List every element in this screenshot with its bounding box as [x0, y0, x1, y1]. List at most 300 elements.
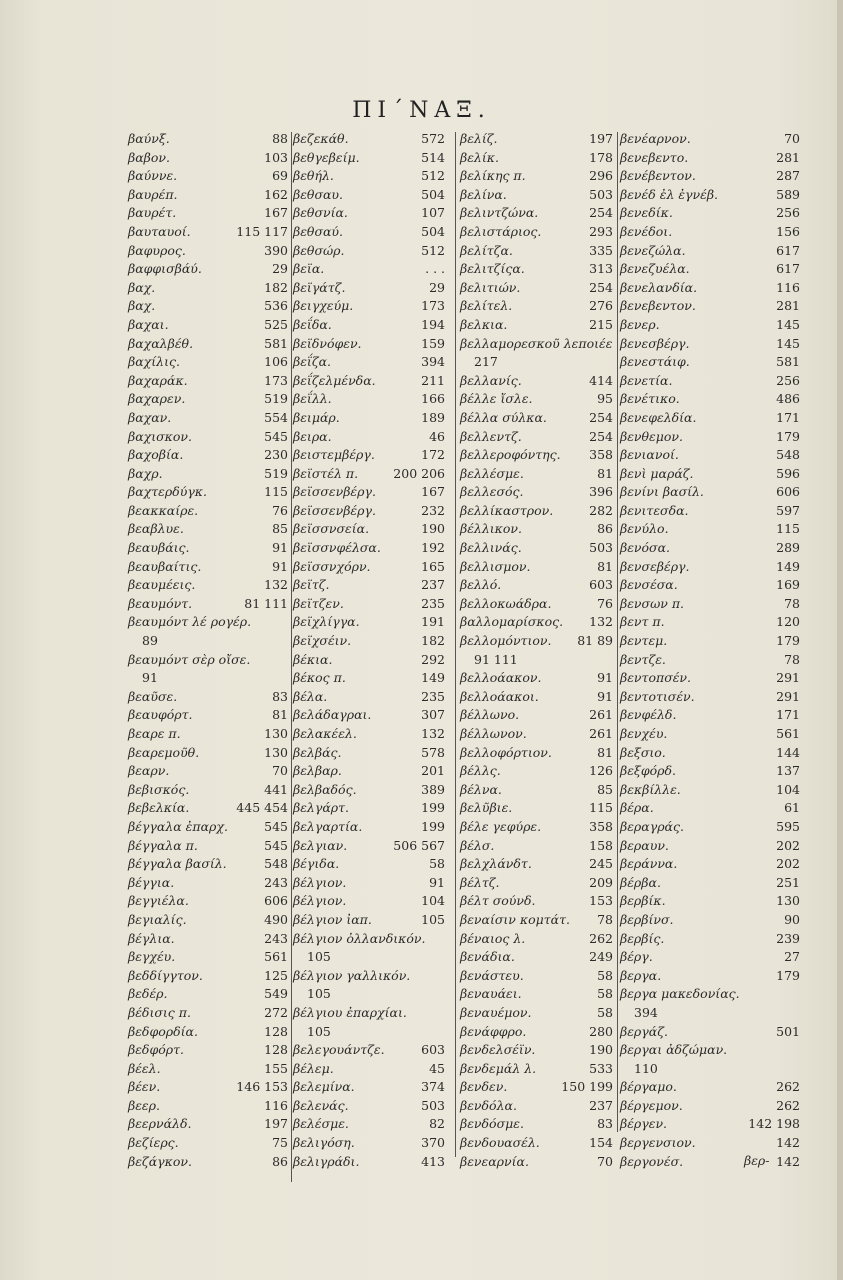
index-entry	[128, 930, 288, 949]
entry-pages: 116	[776, 279, 800, 295]
entry-term: βελλισμον.	[460, 558, 531, 574]
entry-pages: 374	[421, 1079, 445, 1095]
index-entry	[293, 260, 445, 279]
index-entry	[293, 390, 445, 409]
index-entry	[460, 967, 613, 986]
index-entry	[620, 744, 800, 763]
index-entry	[620, 651, 800, 670]
entry-pages: 503	[589, 540, 613, 556]
entry-term: βελίνα.	[460, 186, 507, 202]
entry-term: βελλεντζ.	[460, 428, 522, 444]
entry-term: βαλλομαρίσκος.	[460, 614, 564, 630]
entry-pages: 83	[272, 688, 288, 704]
entry-term: βεντεμ.	[620, 633, 668, 649]
entry-term: 91 111	[474, 651, 518, 667]
entry-term: βεαῦσε.	[128, 688, 178, 704]
entry-pages: 281	[776, 298, 800, 314]
entry-pages: 282	[589, 502, 613, 518]
index-entry	[460, 520, 613, 539]
index-entry	[620, 186, 800, 205]
entry-pages: 158	[589, 837, 613, 853]
entry-term: βελεμίνα.	[293, 1079, 355, 1095]
entry-term: βέλε γεφύρε.	[460, 818, 542, 834]
entry-pages: 533	[589, 1060, 613, 1076]
index-entry	[460, 242, 613, 261]
index-entry	[128, 948, 288, 967]
index-entry	[620, 335, 800, 354]
entry-term: βεζίερς.	[128, 1135, 179, 1151]
entry-pages: 209	[589, 874, 613, 890]
entry-term: βέλλικον.	[460, 521, 522, 537]
index-entry	[128, 520, 288, 539]
entry-term: βενέβεντον.	[620, 168, 696, 184]
entry-term: βαβον.	[128, 149, 170, 165]
entry-pages: 572	[421, 131, 445, 146]
entry-pages: 91	[272, 558, 288, 574]
column-rule	[291, 132, 292, 1182]
index-entry	[128, 558, 288, 577]
index-entry	[293, 558, 445, 577]
index-entry	[293, 242, 445, 261]
index-entry	[128, 335, 288, 354]
entry-term: βεθήλ.	[293, 168, 334, 184]
entry-pages: 58	[597, 967, 613, 983]
entry-pages: 289	[776, 540, 800, 556]
entry-term: βεδέρ.	[128, 986, 168, 1002]
entry-term: βεξσιο.	[620, 744, 666, 760]
index-entry	[620, 316, 800, 335]
index-entry	[460, 1004, 613, 1023]
entry-term: βεακκαίρε.	[128, 502, 199, 518]
entry-term: βαχαράκ.	[128, 372, 188, 388]
entry-pages: 115	[589, 800, 613, 816]
entry-pages: 506 567	[393, 837, 445, 853]
index-entry	[293, 948, 445, 967]
index-column-2	[293, 130, 445, 1171]
entry-term: βεναυάει.	[460, 986, 522, 1002]
index-entry	[293, 799, 445, 818]
entry-term: βελβάς.	[293, 744, 342, 760]
entry-pages: 251	[776, 874, 800, 890]
index-entry	[460, 837, 613, 856]
index-entry	[128, 260, 288, 279]
entry-term: βεϊγάτζ.	[293, 279, 346, 295]
entry-pages: 76	[272, 502, 288, 518]
index-entry	[293, 335, 445, 354]
entry-term: βέγιδα.	[293, 856, 340, 872]
index-entry	[460, 632, 613, 651]
index-entry	[620, 130, 800, 149]
entry-term: βεβισκός.	[128, 781, 190, 797]
index-entry	[460, 409, 613, 428]
index-entry	[620, 428, 800, 447]
entry-pages: 243	[264, 930, 288, 946]
index-entry	[460, 595, 613, 614]
index-entry	[460, 260, 613, 279]
entry-term: βενδόλα.	[460, 1097, 517, 1113]
entry-pages: 617	[776, 242, 800, 258]
entry-pages: 545	[264, 837, 288, 853]
index-entry	[128, 446, 288, 465]
entry-pages: 90	[784, 911, 800, 927]
entry-pages: 179	[776, 967, 800, 983]
entry-pages: 617	[776, 261, 800, 277]
index-entry	[293, 874, 445, 893]
index-entry	[460, 279, 613, 298]
index-entry	[128, 1115, 288, 1134]
index-entry	[128, 409, 288, 428]
entry-term: βεργα μακεδονίας.	[620, 986, 740, 1002]
entry-pages: 581	[264, 335, 288, 351]
entry-pages: 237	[589, 1097, 613, 1113]
entry-pages: 58	[429, 856, 445, 872]
entry-term: βεράννα.	[620, 856, 678, 872]
index-entry	[620, 1153, 800, 1172]
entry-term: βελλό.	[460, 577, 502, 593]
entry-pages: 561	[776, 726, 800, 741]
entry-pages: 83	[597, 1116, 613, 1132]
index-entry	[460, 948, 613, 967]
index-entry	[620, 223, 800, 242]
index-entry	[128, 744, 288, 763]
entry-pages: 137	[776, 763, 800, 779]
index-entry	[293, 855, 445, 874]
index-entry	[620, 353, 800, 372]
index-entry	[620, 260, 800, 279]
entry-pages: 167	[421, 484, 445, 500]
entry-pages: 125	[264, 967, 288, 983]
index-entry	[128, 242, 288, 261]
index-entry	[620, 1078, 800, 1097]
entry-term: βενιτεσδα.	[620, 502, 689, 518]
entry-term: βελχλάνδτ.	[460, 856, 532, 872]
entry-pages: 145	[776, 316, 800, 332]
entry-term: βελιστάριος.	[460, 223, 542, 239]
entry-pages: 149	[776, 558, 800, 574]
index-entry	[293, 279, 445, 298]
entry-pages: 197	[264, 1116, 288, 1132]
index-entry	[293, 186, 445, 205]
entry-term: βαχαν.	[128, 409, 172, 425]
entry-pages: 313	[589, 261, 613, 277]
entry-term: βαχ.	[128, 298, 156, 314]
index-entry	[293, 1060, 445, 1079]
entry-term: βαχοβία.	[128, 447, 184, 463]
entry-pages: 107	[421, 205, 445, 221]
index-entry	[128, 725, 288, 744]
entry-pages: 81 89	[577, 633, 613, 649]
index-entry	[128, 799, 288, 818]
entry-pages: 335	[589, 242, 613, 258]
entry-pages: 190	[421, 521, 445, 537]
entry-pages: 167	[264, 205, 288, 221]
index-entry	[128, 706, 288, 725]
entry-term: βεΐζελμένδα.	[293, 372, 376, 388]
entry-term: βενδεν.	[460, 1079, 508, 1095]
entry-pages: 95	[597, 391, 613, 407]
entry-pages: 70	[784, 131, 800, 146]
entry-pages: 504	[421, 223, 445, 239]
entry-term: βαχίλις.	[128, 354, 180, 370]
entry-pages: 81	[597, 465, 613, 481]
entry-pages: 91	[429, 874, 445, 890]
entry-term: βενιανοί.	[620, 447, 679, 463]
entry-term: βέργεν.	[620, 1116, 668, 1132]
entry-term: βέλλς.	[460, 763, 501, 779]
entry-pages: 211	[421, 372, 445, 388]
entry-term: 105	[307, 1023, 331, 1039]
entry-pages: 597	[776, 502, 800, 518]
entry-term: βέλγιον ὀλλανδικόν.	[293, 930, 426, 946]
entry-term: βέλλωνο.	[460, 707, 520, 723]
entry-pages: 191	[421, 614, 445, 630]
index-entry	[128, 539, 288, 558]
entry-pages: 166	[421, 391, 445, 407]
entry-term: βενέτικο.	[620, 391, 680, 407]
entry-pages: 70	[272, 763, 288, 779]
entry-pages: 293	[589, 223, 613, 239]
entry-pages: 179	[776, 633, 800, 649]
entry-pages: 128	[264, 1042, 288, 1058]
index-entry	[128, 390, 288, 409]
entry-pages: 486	[776, 391, 800, 407]
index-entry	[128, 1134, 288, 1153]
index-entry	[620, 446, 800, 465]
entry-pages: 173	[421, 298, 445, 314]
entry-term: βεναυέμον.	[460, 1004, 532, 1020]
entry-pages: 243	[264, 874, 288, 890]
entry-pages: 165	[421, 558, 445, 574]
entry-pages: 202	[776, 837, 800, 853]
index-entry	[293, 669, 445, 688]
index-entry	[128, 967, 288, 986]
index-entry	[293, 632, 445, 651]
entry-pages: 171	[776, 409, 800, 425]
entry-term: βενθεμον.	[620, 428, 683, 444]
entry-term: βενεστάιφ.	[620, 354, 690, 370]
index-entry	[293, 409, 445, 428]
index-entry	[620, 1041, 800, 1060]
entry-pages: 596	[776, 465, 800, 481]
entry-pages: 249	[589, 949, 613, 965]
entry-pages: 490	[264, 911, 288, 927]
index-entry	[620, 390, 800, 409]
entry-pages: 104	[421, 893, 445, 909]
entry-pages: 237	[421, 577, 445, 593]
entry-pages: 414	[589, 372, 613, 388]
index-entry	[620, 818, 800, 837]
entry-pages: 595	[776, 818, 800, 834]
entry-pages: 549	[264, 986, 288, 1002]
index-entry	[620, 167, 800, 186]
entry-pages: 29	[272, 261, 288, 277]
index-entry	[128, 204, 288, 223]
entry-pages: 512	[421, 168, 445, 184]
entry-term: βέλνα.	[460, 781, 502, 797]
entry-term: βεϊτζεν.	[293, 595, 344, 611]
index-entry	[293, 967, 445, 986]
index-entry	[460, 1115, 613, 1134]
index-entry	[128, 632, 288, 651]
entry-term: βεαρν.	[128, 763, 170, 779]
index-entry	[460, 762, 613, 781]
index-column-3	[460, 130, 613, 1171]
index-entry	[620, 595, 800, 614]
entry-term: βενδουασέλ.	[460, 1135, 540, 1151]
entry-pages: 91	[272, 540, 288, 556]
entry-term: βενσεβέργ.	[620, 558, 690, 574]
entry-pages: 88	[272, 131, 288, 146]
entry-term: βειγχεύμ.	[293, 298, 354, 314]
index-entry	[128, 353, 288, 372]
entry-term: βεδφορδία.	[128, 1023, 198, 1039]
entry-term: βελιντζώνα.	[460, 205, 539, 221]
entry-pages: 514	[421, 149, 445, 165]
index-entry	[293, 613, 445, 632]
entry-term: βεϊστέλ π.	[293, 465, 359, 481]
index-entry	[128, 297, 288, 316]
entry-pages: 156	[776, 223, 800, 239]
entry-term: βεζάγκον.	[128, 1153, 192, 1169]
entry-pages: 178	[589, 149, 613, 165]
entry-term: βεΐλλ.	[293, 391, 332, 407]
entry-term: βεθσώρ.	[293, 242, 345, 258]
index-entry	[293, 316, 445, 335]
index-entry	[128, 892, 288, 911]
entry-term: βεδφόρτ.	[128, 1042, 184, 1058]
entry-term: βελβαρ.	[293, 763, 342, 779]
entry-term: βαχρ.	[128, 465, 163, 481]
entry-pages: 512	[421, 242, 445, 258]
entry-pages: 519	[264, 465, 288, 481]
index-entry	[460, 576, 613, 595]
index-entry	[293, 353, 445, 372]
index-entry	[293, 483, 445, 502]
entry-pages: 199	[421, 818, 445, 834]
entry-pages: 70	[597, 1153, 613, 1169]
index-entry	[620, 465, 800, 484]
entry-term: βεαυμόντ σὲρ οἴσε.	[128, 651, 251, 667]
entry-term: βεερνάλδ.	[128, 1116, 192, 1132]
index-entry	[128, 223, 288, 242]
index-entry	[128, 1078, 288, 1097]
entry-pages: 146 153	[236, 1079, 288, 1095]
entry-term: βενεζώλα.	[620, 242, 686, 258]
index-entry	[620, 632, 800, 651]
index-entry	[128, 186, 288, 205]
entry-term: βελιτιών.	[460, 279, 521, 295]
entry-term: βενάστευ.	[460, 967, 524, 983]
entry-pages: 130	[264, 744, 288, 760]
index-entry	[620, 1134, 800, 1153]
entry-term: βεθσνία.	[293, 205, 348, 221]
entry-term: βελλέσμε.	[460, 465, 524, 481]
index-entry	[620, 483, 800, 502]
entry-pages: 91	[597, 688, 613, 704]
index-entry	[460, 428, 613, 447]
entry-pages: 173	[264, 372, 288, 388]
entry-pages: 358	[589, 447, 613, 463]
entry-term: βενδεμάλ λ.	[460, 1060, 537, 1076]
entry-term: βεϊσσνχόρν.	[293, 558, 371, 574]
entry-pages: 413	[421, 1153, 445, 1169]
index-entry	[293, 781, 445, 800]
index-entry	[620, 149, 800, 168]
entry-term: βεαυφόρτ.	[128, 707, 193, 723]
entry-pages: 292	[421, 651, 445, 667]
entry-pages: 254	[589, 279, 613, 295]
index-entry	[293, 985, 445, 1004]
entry-term: βενεζυέλα.	[620, 261, 690, 277]
entry-term: βέγγαλα π.	[128, 837, 198, 853]
entry-term: βέργεμον.	[620, 1097, 683, 1113]
index-entry	[620, 1097, 800, 1116]
index-entry	[293, 502, 445, 521]
entry-term: βέλλε ἴσλε.	[460, 391, 533, 407]
entry-pages: 307	[421, 707, 445, 723]
entry-term: βεΐδα.	[293, 316, 332, 332]
entry-term: βεαυβάις.	[128, 540, 190, 556]
index-entry	[128, 1153, 288, 1172]
entry-term: βέρβα.	[620, 874, 661, 890]
index-entry	[293, 520, 445, 539]
entry-pages: 256	[776, 372, 800, 388]
entry-pages: 545	[264, 818, 288, 834]
index-entry	[128, 1060, 288, 1079]
entry-pages: 142	[776, 1135, 800, 1151]
index-entry	[620, 874, 800, 893]
index-entry	[293, 744, 445, 763]
index-entry	[460, 1097, 613, 1116]
entry-pages: 58	[597, 1004, 613, 1020]
entry-pages: 503	[421, 1097, 445, 1113]
entry-term: βενεβεντο.	[620, 149, 689, 165]
entry-term: βεναίσιν κομτάτ.	[460, 911, 570, 927]
entry-pages: . . .	[425, 261, 445, 277]
index-entry	[293, 167, 445, 186]
entry-term: βελκια.	[460, 316, 508, 332]
index-entry	[293, 892, 445, 911]
entry-term: βενέδοι.	[620, 223, 673, 239]
entry-term: βαύννε.	[128, 168, 178, 184]
entry-term: βελλομόντιον.	[460, 633, 552, 649]
index-entry	[293, 446, 445, 465]
entry-pages: 606	[776, 484, 800, 500]
index-entry	[293, 428, 445, 447]
entry-pages: 287	[776, 168, 800, 184]
index-entry	[128, 576, 288, 595]
index-entry	[128, 613, 288, 632]
index-entry	[293, 651, 445, 670]
index-entry	[293, 297, 445, 316]
entry-term: βέλγιον.	[293, 874, 347, 890]
index-entry	[460, 223, 613, 242]
entry-term: βεδδίγγτον.	[128, 967, 203, 983]
index-entry	[128, 818, 288, 837]
entry-pages: 115 117	[236, 223, 288, 239]
index-entry	[620, 930, 800, 949]
entry-pages: 545	[264, 428, 288, 444]
entry-term: βελίκης π.	[460, 168, 526, 184]
index-entry	[128, 595, 288, 614]
entry-term: βεϊσσνφέλσα.	[293, 540, 381, 556]
entry-term: βέλεμ.	[293, 1060, 334, 1076]
index-entry	[128, 1023, 288, 1042]
entry-term: βεγγιέλα.	[128, 893, 189, 909]
entry-pages: 603	[421, 1042, 445, 1058]
entry-pages: 154	[589, 1135, 613, 1151]
index-entry	[460, 372, 613, 391]
